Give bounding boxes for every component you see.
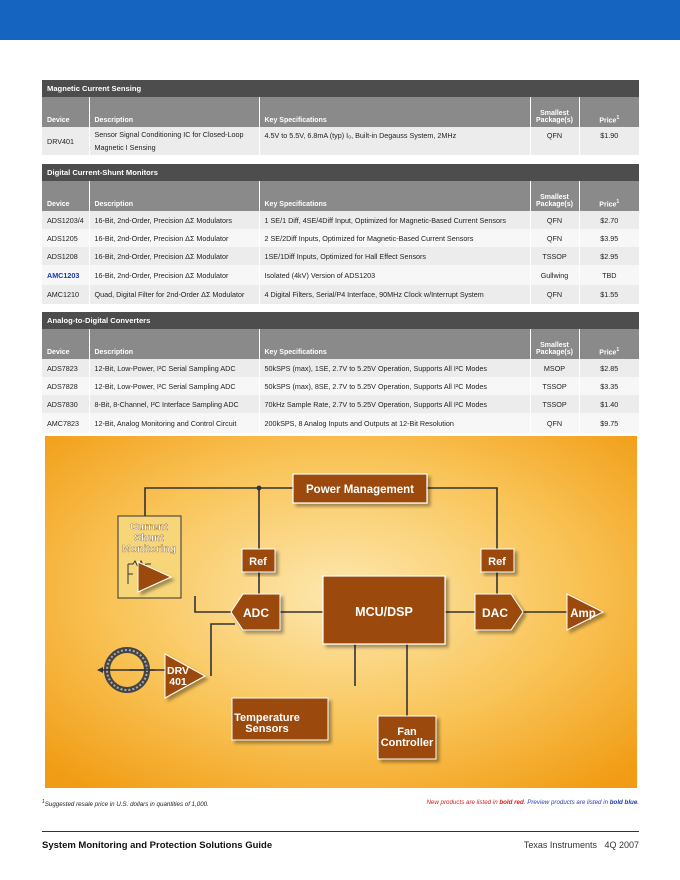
package-cell: TSSOP <box>530 377 579 395</box>
table-row <box>42 265 639 285</box>
current-shunt-label-3: Monitoring <box>121 543 177 555</box>
temperature-label-2: Sensors <box>245 723 289 735</box>
section-title: Analog-to-Digital Converters <box>42 312 639 329</box>
description-cell: 8-Bit, 8-Channel, I²C Interface Sampling ADC <box>89 395 259 413</box>
temperature-label-1: Temperature <box>234 712 300 724</box>
table-row <box>42 285 639 304</box>
description-cell: 12-Bit, Low-Power, I²C Serial Sampling ADC <box>89 377 259 395</box>
specs-cell: 2 SE/2Diff Inputs, Optimized for Magnetic-Based Current Sensors <box>259 229 530 247</box>
package-cell: QFN <box>530 211 579 229</box>
description-cell: 12-Bit, Low-Power, I²C Serial Sampling ADC <box>89 359 259 377</box>
top-color-band <box>0 0 680 40</box>
description-cell: 12-Bit, Analog Monitoring and Control Circuit <box>89 413 259 433</box>
dac-label: DAC <box>482 606 508 620</box>
device-cell: ADS1205 <box>42 229 89 247</box>
col-device: Device <box>42 97 89 127</box>
col-key-specs: Key Specifications <box>259 329 530 359</box>
table-row <box>42 229 639 247</box>
drv401-label-2: 401 <box>169 676 187 688</box>
system-block-diagram <box>45 436 637 788</box>
description-cell: Sensor Signal Conditioning IC for Closed-Loop Magnetic I Sensing <box>89 127 259 155</box>
device-cell: ADS7823 <box>42 359 89 377</box>
specs-cell: 200kSPS, 8 Analog Inputs and Outputs at 12-Bit Resolution <box>259 413 530 433</box>
specs-cell: 4.5V to 5.5V, 6.8mA (typ) I₀, Built-in Degauss System, 2MHz <box>259 127 530 155</box>
description-cell: 16-Bit, 2nd-Order, Precision ΔΣ Modulator <box>89 247 259 265</box>
col-description: Description <box>89 97 259 127</box>
price-cell: $1.55 <box>579 285 639 304</box>
junction-dot <box>257 486 262 491</box>
description-cell: 16-Bit, 2nd-Order, Precision ΔΣ Modulator <box>89 265 259 285</box>
col-description: Description <box>89 181 259 211</box>
table-row <box>42 211 639 229</box>
section-title: Magnetic Current Sensing <box>42 80 639 97</box>
package-cell: QFN <box>530 285 579 304</box>
specs-cell: 50kSPS (max), 8SE, 2.7V to 5.25V Operation, Supports All I²C Modes <box>259 377 530 395</box>
specs-cell: 4 Digital Filters, Serial/P4 Interface, 90MHz Clock w/Interrupt System <box>259 285 530 304</box>
col-price: Price$^1$ <box>579 181 639 211</box>
col-device: Device <box>42 181 89 211</box>
guide-title: System Monitoring and Protection Solutions Guide <box>42 840 273 851</box>
description-cell: Quad, Digital Filter for 2nd-Order ΔΣ Modulator <box>89 285 259 304</box>
device-cell: DRV401 <box>42 127 89 155</box>
table-row <box>42 127 639 155</box>
drv401-label-1: DRV <box>167 665 189 677</box>
device-cell: ADS1208 <box>42 247 89 265</box>
price-cell: $2.95 <box>579 247 639 265</box>
price-cell: $1.40 <box>579 395 639 413</box>
price-cell: $9.75 <box>579 413 639 433</box>
specs-cell: 50kSPS (max), 1SE, 2.7V to 5.25V Operation, Supports All I²C Modes <box>259 359 530 377</box>
fan-label-2: Controller <box>380 737 434 749</box>
price-footnote: $^1$Suggested resale price in U.S. dollars in quantities of 1,000. <box>42 799 209 809</box>
device-cell: AMC1210 <box>42 285 89 304</box>
price-cell: $3.35 <box>579 377 639 395</box>
publisher-info: Texas Instruments 4Q 2007 <box>523 840 639 850</box>
price-cell: $2.85 <box>579 359 639 377</box>
specs-cell: 1 SE/1 Diff, 4SE/4Diff Input, Optimized for Magnetic-Based Current Sensors <box>259 211 530 229</box>
magnetic-current-sensing-table <box>42 80 639 155</box>
footer-rule <box>42 831 639 832</box>
current-shunt-label-1: Current <box>130 521 168 533</box>
device-cell: AMC7823 <box>42 413 89 433</box>
fan-label-1: Fan <box>397 726 417 738</box>
device-cell-preview: AMC1203 <box>42 265 89 285</box>
specs-cell: 70kHz Sample Rate, 2.7V to 5.25V Operation, Supports All I²C Modes <box>259 395 530 413</box>
device-cell: ADS7828 <box>42 377 89 395</box>
price-cell: TBD <box>579 265 639 285</box>
device-cell: ADS7830 <box>42 395 89 413</box>
price-cell: $3.95 <box>579 229 639 247</box>
col-key-specs: Key Specifications <box>259 97 530 127</box>
col-package: Smallest Package(s) <box>530 97 579 127</box>
col-price: Price$^1$ <box>579 329 639 359</box>
mcu-dsp-label: MCU/DSP <box>355 605 413 619</box>
price-cell: $2.70 <box>579 211 639 229</box>
package-cell: TSSOP <box>530 247 579 265</box>
col-description: Description <box>89 329 259 359</box>
col-package: Smallest Package(s) <box>530 329 579 359</box>
current-shunt-label-2: Shunt <box>134 532 164 544</box>
package-cell: MSOP <box>530 359 579 377</box>
adc-label: ADC <box>243 606 269 620</box>
col-device: Device <box>42 329 89 359</box>
col-key-specs: Key Specifications <box>259 181 530 211</box>
description-cell: 16-Bit, 2nd-Order, Precision ΔΣ Modulator <box>89 229 259 247</box>
analog-to-digital-converters-table <box>42 312 639 433</box>
package-cell: QFN <box>530 229 579 247</box>
package-cell: QFN <box>530 127 579 155</box>
table-row <box>42 247 639 265</box>
device-cell: ADS1203/4 <box>42 211 89 229</box>
package-cell: TSSOP <box>530 395 579 413</box>
table-row <box>42 359 639 377</box>
amp-label: Amp <box>570 608 596 620</box>
ref-right-label: Ref <box>488 556 506 568</box>
section-title: Digital Current-Shunt Monitors <box>42 164 639 181</box>
package-cell: QFN <box>530 413 579 433</box>
ref-left-label: Ref <box>249 556 267 568</box>
digital-current-shunt-monitors-table <box>42 164 639 304</box>
specs-cell: 1SE/1Diff Inputs, Optimized for Hall Effect Sensors <box>259 247 530 265</box>
package-cell: Gullwing <box>530 265 579 285</box>
specs-cell: Isolated (4kV) Version of ADS1203 <box>259 265 530 285</box>
col-price: Price$^1$ <box>579 97 639 127</box>
product-status-legend: New products are listed in bold red. Preview products are listed in bold blue. <box>426 799 639 806</box>
description-cell: 16-Bit, 2nd-Order, Precision ΔΣ Modulators <box>89 211 259 229</box>
table-row <box>42 413 639 433</box>
power-management-label: Power Management <box>306 484 414 496</box>
table-row <box>42 395 639 413</box>
col-package: Smallest Package(s) <box>530 181 579 211</box>
price-cell: $1.90 <box>579 127 639 155</box>
table-row <box>42 377 639 395</box>
